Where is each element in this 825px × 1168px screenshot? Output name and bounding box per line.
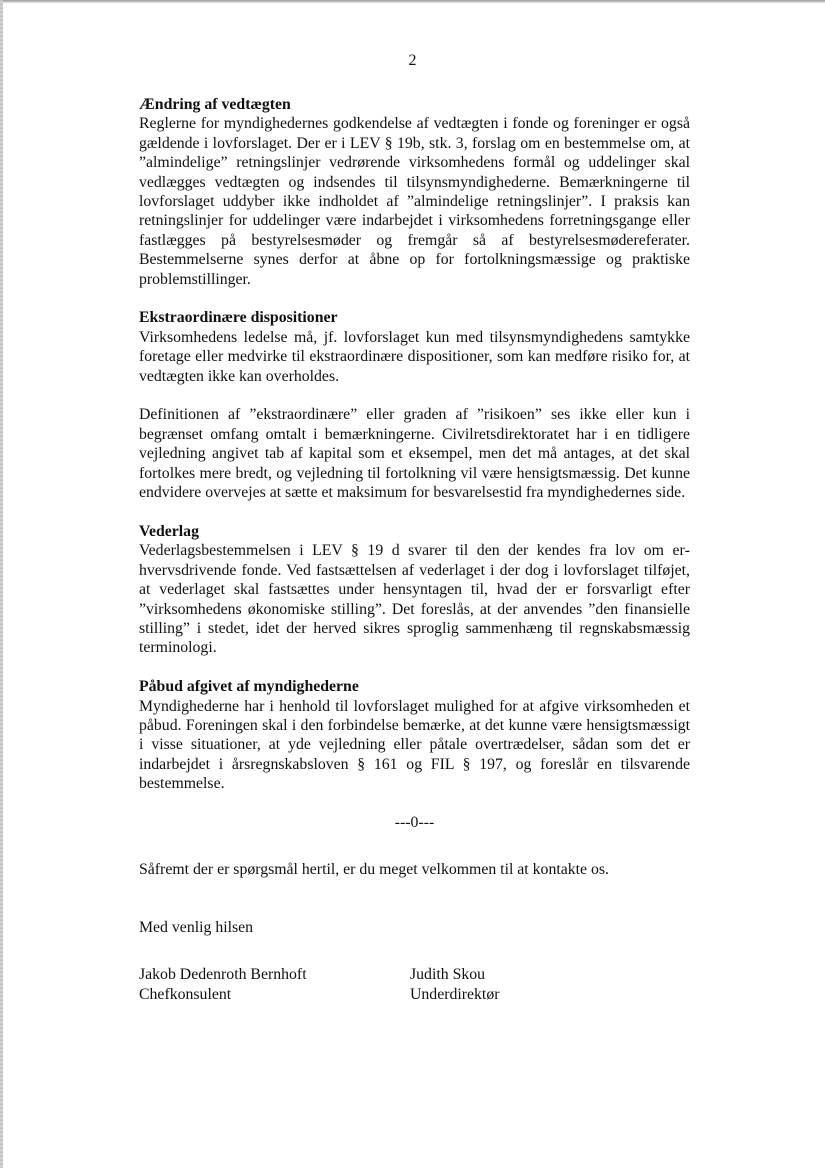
signatory-name: Judith Skou <box>410 966 486 984</box>
section-paragraph: Myndighederne har i henhold til lovforslaget mulighed for at afgive virksomheden et påbud. Foreningen skal i den forbindelse bemærke, at det kunne være hensigtsmæssigt i visse situationer, at yde vejledning eller påtale overtrædelser, sådan som det er indarbejdet i årsregnskabsloven § 161 og FIL § 197, og foreslår en tilsvarende bestemmelse. <box>139 697 690 793</box>
section-heading: Påbud afgivet af myndighederne <box>139 678 359 696</box>
section-vederlag <box>139 522 690 658</box>
section-paabud <box>139 677 690 793</box>
section-separator: ---0--- <box>394 813 435 831</box>
signatory-title: Underdirektør <box>410 985 500 1003</box>
section-paragraph: Definitionen af ”ekstraordinære” eller graden af ”risikoen” ses ikke eller kun i begrænset omfang omtalt i bemærkningerne. Civilretsdirektoratet har i en tidligere vejledning angivet tab af kapital som et eksempel, men det må antages, at det skal fortolkes mere bredt, og vejledning til fortolkning vil være hensigtsmæssig. Det kunne endvidere overvejes at sætte et maksimum for besvarelsestid fra myndighedernes side. <box>139 406 690 502</box>
section-heading: Vederlag <box>139 522 199 540</box>
greeting: Med venlig hilsen <box>139 918 254 936</box>
scan-edge-top <box>0 0 825 3</box>
section-paragraph: Reglerne for myndighedernes godkendelse af vedtægten i fonde og foreninger er også gældende i lovforslaget. Der er i LEV § 19b, stk. 3, forslag om en bestemmelse om, at ”almindelige” retningslinjer vedrørende virksomhedens formål og uddelinger skal vedlægges vedtægten og indsendes til tilsynsmyndighederne. Bemærkningerne til lovforslaget uddyber ikke indholdet af ”almindelige retningslinjer”. I praksis kan retningslinjer for uddelinger være indarbejdet i virksomhedens forretningsgange eller fastlægges på bestyrelsesmøder og fremgår så af bestyrelsesmødereferater. Bestemmelserne synes derfor at åbne op for fortolkningsmæssige og praktiske problemstillinger. <box>139 115 690 288</box>
section-ekstraordinaere <box>139 308 690 386</box>
signatory <box>410 965 690 1004</box>
section-heading: Ændring af vedtægten <box>139 96 291 113</box>
section-paragraph: Virksomhedens ledelse må, jf. lovforslaget kun med tilsynsmyndighedens samtykke foretage eller medvirke til ekstraordinære dispositioner, som kan medføre risiko for, at vedtægten ikke kan overholdes. <box>139 328 690 385</box>
section-paragraph: Vederlagsbestemmelsen i LEV § 19 d svarer til den der kendes fra lov om erhvervsdrivende fonde. Ved fastsættelsen af vederlaget i der dog i lovforslaget tilføjet, at vederlaget skal fastsættes under hensyntagen til, hvad der er forsvarligt efter ”virksomhedens økonomiske stilling”. Det foreslås, at der anvendes ”den finansielle stilling” i stedet, idet der herved sikres sproglig sammenhæng til regnskabsmæssig terminologi. <box>139 542 690 657</box>
letter-body <box>139 95 690 1004</box>
section-vedtaegt <box>139 95 690 289</box>
section-heading: Ekstraordinære dispositioner <box>139 309 338 327</box>
signatory-title: Chefkonsulent <box>139 985 232 1003</box>
signature-block <box>139 965 690 1004</box>
scan-edge-left <box>0 0 3 1168</box>
signatory <box>139 965 410 1004</box>
closing-sentence: Såfremt der er spørgsmål hertil, er du meget velkommen til at kontakte os. <box>139 861 609 879</box>
page-number: 2 <box>408 52 417 69</box>
signatory-name: Jakob Dedenroth Bernhoft <box>139 966 307 984</box>
